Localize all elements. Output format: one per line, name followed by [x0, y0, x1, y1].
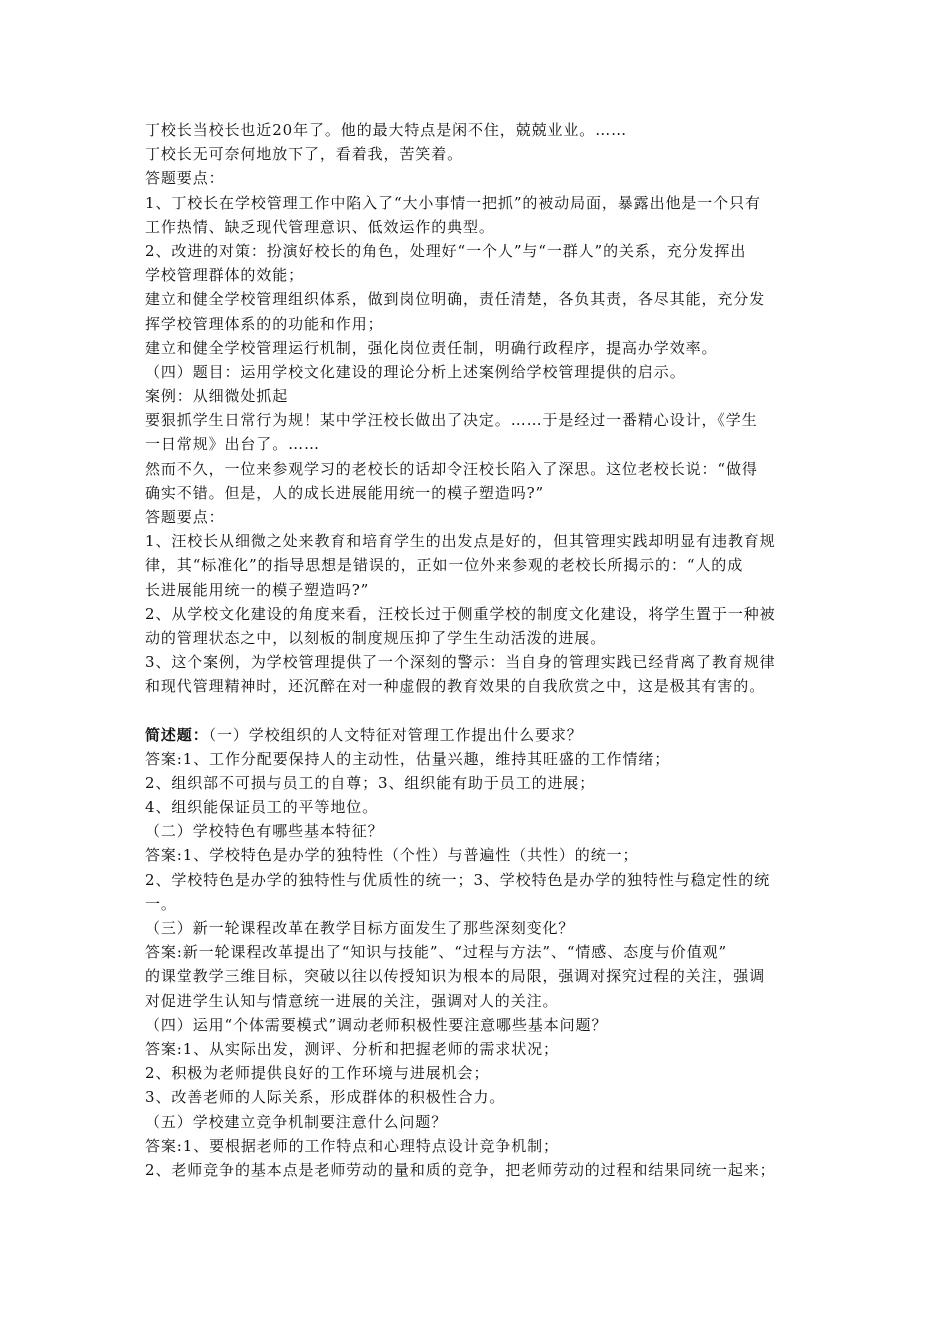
- text-line: 工作热情、缺乏现代管理意识、低效运作的典型。: [145, 217, 495, 236]
- text-line: 2、学校特色是办学的独特性与优质性的统一；3、学校特色是办学的独特性与稳定性的统: [145, 870, 771, 889]
- question-title: （二）学校特色有哪些基本特征？: [145, 822, 384, 841]
- text-line: 1、汪校长从细微之处来教育和培育学生的出发点是好的，但其管理实践却明显有违教育规: [145, 532, 776, 551]
- answer-points-label: 答题要点：: [145, 508, 225, 526]
- text-line: 2、老师竞争的基本点是老师劳动的量和质的竞争，把老师劳动的过程和结果同统一起来；: [145, 1160, 776, 1179]
- text-line: 4、组织能保证员工的平等地位。: [145, 798, 379, 817]
- text-line: 挥学校管理体系的的功能和作用；: [145, 314, 384, 333]
- text-line: 的课堂教学三维目标，突破以往以传授知识为根本的局限，强调对探究过程的关注，强调: [145, 967, 766, 986]
- text-line: 3、这个案例，为学校管理提供了一个深刻的警示：当自身的管理实践已经背离了教育规律: [145, 653, 776, 672]
- text-line: 答案:新一轮课程改革提出了“知识与技能”、“过程与方法”、“情感、态度与价值观”: [145, 943, 728, 962]
- answer-points-label: 答题要点：: [145, 169, 225, 188]
- text-line: 学校管理群体的效能；: [145, 266, 305, 285]
- text-line: 建立和健全学校管理组织体系，做到岗位明确，责任清楚，各负其责，各尽其能，充分发: [145, 290, 766, 309]
- text-line: 要狠抓学生日常行为规！某中学汪校长做出了决定。……于是经过一番精心设计，《学生: [145, 411, 758, 430]
- case-analysis-section: [145, 118, 810, 699]
- text-line: 2、改进的对策：扮演好校长的角色，处理好“一个人”与“一群人”的关系，充分发挥出: [145, 241, 747, 260]
- text-line: 2、从学校文化建设的角度来看，汪校长过于侧重学校的制度文化建设，将学生置于一种被: [145, 604, 776, 623]
- text-line: 建立和健全学校管理运行机制，强化岗位责任制，明确行政程序，提高办学效率。: [145, 338, 718, 357]
- text-line: 2、组织部不可损与员工的自尊；3、组织能有助于员工的进展；: [145, 773, 596, 792]
- text-line: 然而不久，一位来参观学习的老校长的话却令汪校长陷入了深思。这位老校长说：“做得: [145, 459, 758, 478]
- text-line: 长进展能用统一的模子塑造吗?”: [145, 580, 370, 599]
- case-title: 案例：从细微处抓起: [145, 387, 289, 406]
- text-line: 确实不错。但是，人的成长进展能用统一的模子塑造吗?”: [145, 483, 545, 502]
- section-heading-label: 简述题：: [145, 725, 209, 744]
- text-line: 一日常规》出台了。……: [145, 435, 320, 454]
- question-title: （五）学校建立竞争机制要注意什么问题？: [145, 1112, 448, 1131]
- text-line: 律，其“标准化”的指导思想是错误的，正如一位外来参观的老校长所揭示的：“人的成: [145, 556, 744, 575]
- text-line: 答案:1、从实际出发，测评、分析和把握老师的需求状况；: [145, 1039, 559, 1058]
- question-title: （四）运用“个体需要模式”调动老师积极性要注意哪些基本问题？: [145, 1015, 608, 1034]
- text-line: 2、积极为老师提供良好的工作环境与进展机会；: [145, 1064, 490, 1083]
- section-heading-question: （一）学校组织的人文特征对管理工作提出什么要求？: [208, 725, 583, 744]
- text-line: 丁校长当校长也近20年了。他的最大特点是闲不住，兢兢业业。……: [145, 121, 627, 139]
- text-line: 丁校长无可奈何地放下了，看着我，苦笑着。: [145, 145, 464, 164]
- text-line: 动的管理状态之中，以刻板的制度规压抑了学生生动活泼的进展。: [145, 628, 607, 647]
- section-gap: [145, 699, 810, 723]
- question-title: （三）新一轮课程改革在教学目标方面发生了那些深刻变化？: [145, 919, 575, 937]
- text-line: 和现代管理精神时，还沉醉在对一种虚假的教育效果的自我欣赏之中，这是极其有害的。: [145, 677, 766, 696]
- text-line: 答案:1、工作分配要保持人的主动性，估量兴趣，维持其旺盛的工作情绪；: [145, 749, 671, 768]
- text-line: 1、丁校长在学校管理工作中陷入了“大小事情一把抓”的被动局面，暴露出他是一个只有: [145, 193, 761, 212]
- text-line: 答案:1、要根据老师的工作特点和心理特点设计竞争机制；: [145, 1136, 559, 1155]
- section-heading: [145, 723, 810, 747]
- text-line: 一。: [145, 894, 177, 913]
- document-page: [145, 118, 810, 1182]
- text-line: 对促进学生认知与情意统一进展的关注，强调对人的关注。: [145, 991, 559, 1010]
- text-line: 3、改善老师的人际关系，形成群体的积极性合力。: [145, 1088, 506, 1107]
- short-answer-section: [145, 723, 810, 1183]
- text-line: 答案:1、学校特色是办学的独特性（个性）与普遍性（共性）的统一；: [145, 846, 639, 865]
- question-title: （四）题目：运用学校文化建设的理论分析上述案例给学校管理提供的启示。: [145, 362, 686, 381]
